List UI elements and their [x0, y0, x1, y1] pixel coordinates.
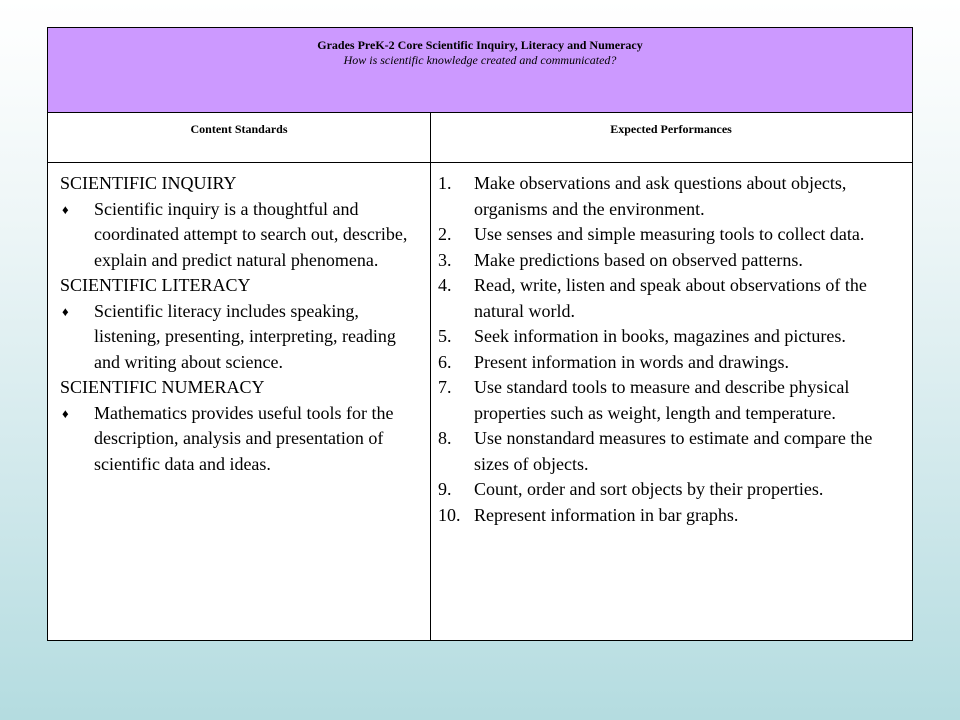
item-text: Present information in words and drawings. [474, 351, 789, 372]
table-subtitle: How is scientific knowledge created and communicated? [343, 53, 617, 67]
performance-list-item [438, 375, 898, 426]
diamond-bullet-icon: ♦ [62, 405, 69, 421]
item-number: 4. [438, 275, 452, 295]
standard-heading: SCIENTIFIC INQUIRY [60, 173, 237, 193]
item-number: 1. [438, 173, 452, 193]
performance-list-item [438, 324, 898, 350]
column-header-row [48, 113, 912, 163]
item-text: Make predictions based on observed patterns. [474, 249, 803, 270]
item-text: Represent information in bar graphs. [474, 504, 739, 525]
diamond-bullet-icon: ♦ [62, 303, 69, 319]
performance-list-item [438, 273, 898, 324]
item-text: Use senses and simple measuring tools to collect data. [474, 224, 865, 244]
item-text: Use standard tools to measure and describe physical properties such as weight, length and temperature. [474, 377, 850, 423]
standard-heading: SCIENTIFIC LITERACY [60, 275, 251, 295]
item-text: Count, order and sort objects by their properties. [474, 479, 824, 499]
performance-list-item [438, 426, 898, 477]
item-number: 9. [438, 479, 452, 499]
standard-section [60, 375, 410, 477]
performance-list-item [438, 171, 898, 222]
table-header [48, 28, 912, 113]
item-number: 5. [438, 326, 452, 346]
standard-bullet-item [60, 299, 410, 376]
column-header-expected-performances: Expected Performances [610, 122, 732, 136]
item-number: 7. [438, 377, 452, 397]
column-divider [430, 113, 431, 640]
table-title: Grades PreK-2 Core Scientific Inquiry, Literacy and Numeracy [317, 38, 643, 52]
item-number: 8. [438, 428, 452, 448]
item-number: 2. [438, 224, 452, 244]
standard-heading: SCIENTIFIC NUMERACY [60, 377, 265, 397]
item-number: 3. [438, 249, 452, 270]
standard-bullet-item [60, 197, 410, 274]
standards-table [47, 27, 913, 641]
performance-list-item [438, 350, 898, 376]
standard-text: Scientific inquiry is a thoughtful and coordinated attempt to search out, describe, explain and predict natural phenomena. [94, 198, 408, 270]
item-text: Use nonstandard measures to estimate and compare the sizes of objects. [474, 428, 873, 474]
item-text: Make observations and ask questions about objects, organisms and the environment. [474, 173, 847, 219]
standard-section [60, 171, 410, 273]
standard-section [60, 273, 410, 375]
content-standards-cell [60, 171, 410, 477]
standard-text: Scientific literacy includes speaking, listening, presenting, interpreting, reading and writing about science. [94, 300, 396, 372]
performance-list-item [438, 248, 898, 274]
column-header-content-standards: Content Standards [190, 122, 288, 136]
table-body-row [48, 163, 912, 640]
diamond-bullet-icon: ♦ [62, 201, 69, 217]
performance-list-item [438, 503, 898, 529]
standard-bullet-item [60, 401, 410, 478]
item-text: Read, write, listen and speak about observations of the natural world. [474, 275, 867, 321]
performance-list-item [438, 477, 898, 503]
standard-text: Mathematics provides useful tools for the description, analysis and presentation of scientific data and ideas. [94, 402, 394, 474]
expected-performances-cell [438, 171, 898, 528]
item-number: 10. [438, 504, 461, 525]
item-number: 6. [438, 351, 452, 372]
performance-list-item [438, 222, 898, 248]
item-text: Seek information in books, magazines and pictures. [474, 326, 846, 346]
